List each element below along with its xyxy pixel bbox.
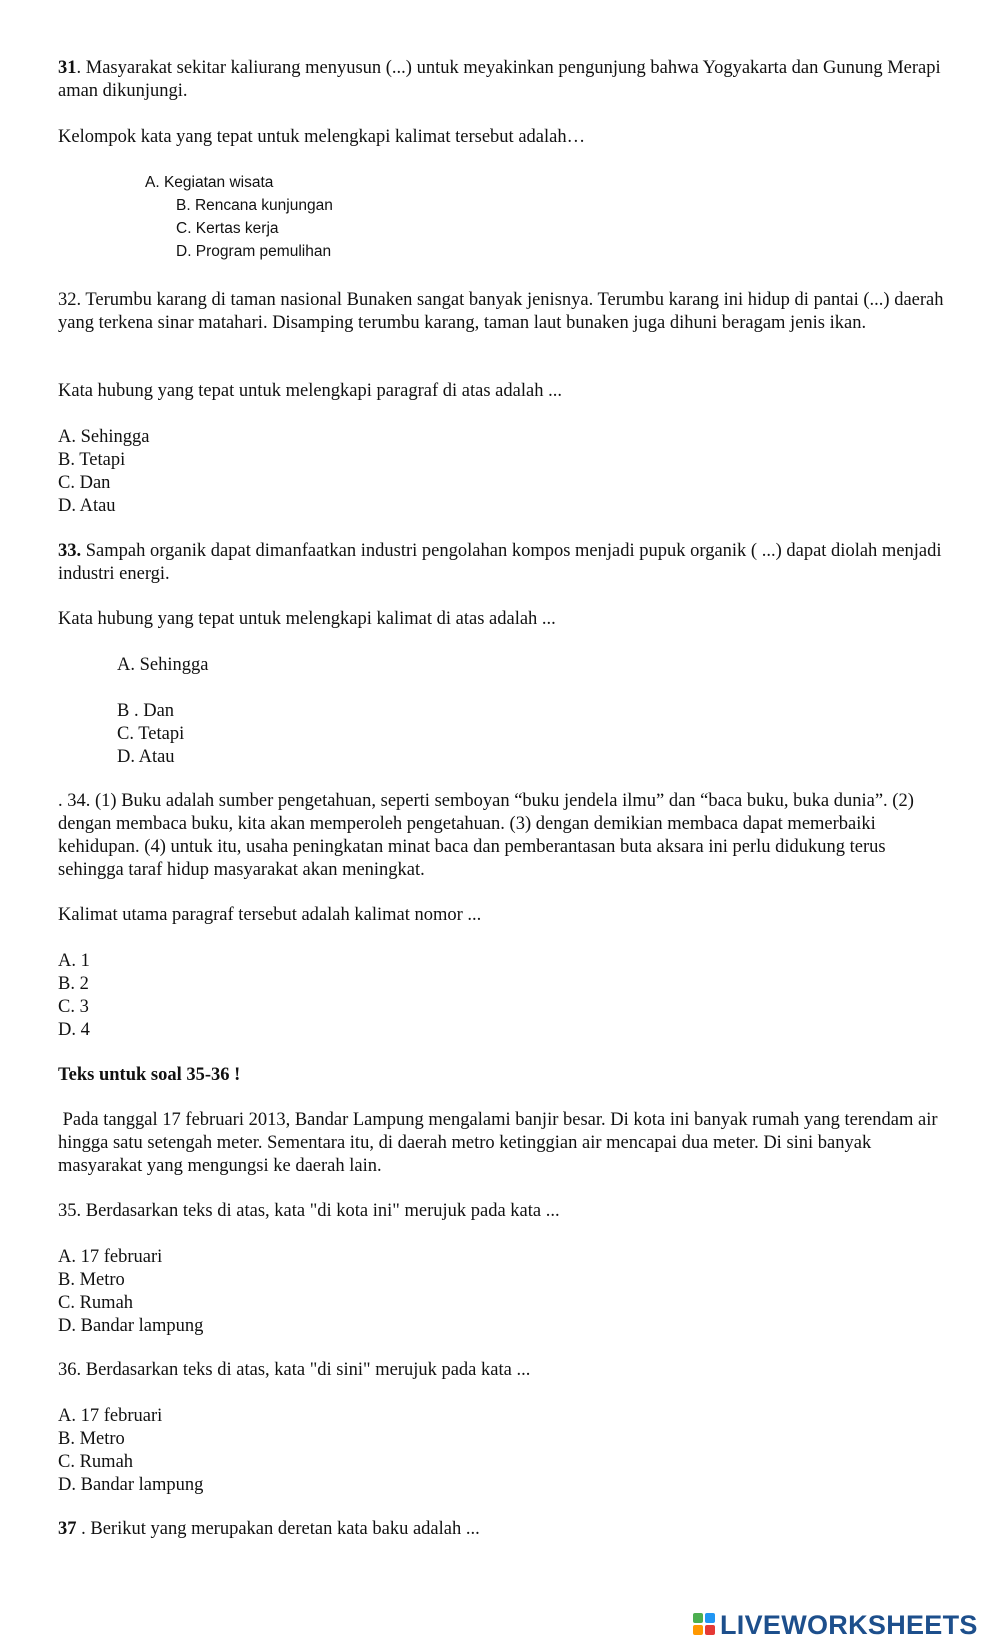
liveworksheets-brand-text: LIVEWORKSHEETS	[720, 1609, 978, 1640]
question-32-option-d: D. Atau	[58, 496, 116, 516]
question-31-option-a: A. Kegiatan wisata	[145, 174, 274, 191]
question-34-option-d: D. 4	[58, 1020, 90, 1040]
question-32-text: 32. Terumbu karang di taman nasional Bunaken sangat banyak jenisnya. Terumbu karang ini hidup di pantai (...) daerah yang terkena sinar matahari. Disamping terumbu karang, taman laut bunaken juga dihuni beragam jenis ikan.	[58, 290, 944, 333]
liveworksheets-logo	[693, 1608, 993, 1642]
question-31-option-b: B. Rencana kunjungan	[176, 197, 333, 214]
question-33-prompt: Kata hubung yang tepat untuk melengkapi kalimat di atas adalah ...	[58, 609, 556, 629]
question-35-prompt: 35. Berdasarkan teks di atas, kata "di kota ini" merujuk pada kata ...	[58, 1201, 560, 1221]
question-32-option-b: B. Tetapi	[58, 450, 126, 470]
question-33-option-a: A. Sehingga	[117, 655, 209, 675]
question-35-option-a: A. 17 februari	[58, 1247, 163, 1267]
question-33-option-d: D. Atau	[117, 747, 175, 767]
question-32-option-c: C. Dan	[58, 473, 111, 493]
question-32-prompt: Kata hubung yang tepat untuk melengkapi paragraf di atas adalah ...	[58, 381, 562, 401]
passage-heading: Teks untuk soal 35-36 !	[58, 1065, 241, 1085]
question-37-text: 37 . Berikut yang merupakan deretan kata baku adalah ...	[58, 1519, 480, 1539]
question-33-text: 33. Sampah organik dapat dimanfaatkan industri pengolahan kompos menjadi pupuk organik ( ...) dapat diolah menjadi industri energi.	[58, 541, 942, 584]
liveworksheets-logo-icon	[693, 1613, 717, 1637]
question-33-option-c: C. Tetapi	[117, 724, 185, 744]
question-35-option-c: C. Rumah	[58, 1293, 134, 1313]
question-31-prompt: Kelompok kata yang tepat untuk melengkapi kalimat tersebut adalah…	[58, 127, 586, 147]
question-35-option-d: D. Bandar lampung	[58, 1316, 204, 1336]
question-32-option-a: A. Sehingga	[58, 427, 150, 447]
question-34-option-c: C. 3	[58, 997, 89, 1017]
question-31-text: 31. Masyarakat sekitar kaliurang menyusun (...) untuk meyakinkan pengunjung bahwa Yogyakarta dan Gunung Merapi aman dikunjungi.	[58, 58, 941, 101]
question-36-option-d: D. Bandar lampung	[58, 1475, 204, 1495]
question-36-option-b: B. Metro	[58, 1429, 125, 1449]
passage-text: Pada tanggal 17 februari 2013, Bandar Lampung mengalami banjir besar. Di kota ini banyak rumah yang terendam air hingga satu setengah meter. Sementara itu, di daerah metro ketinggian air mencapai dua meter. Di sini banyak masyarakat yang mengungsi ke daerah lain.	[58, 1110, 943, 1176]
question-36-prompt: 36. Berdasarkan teks di atas, kata "di sini" merujuk pada kata ...	[58, 1360, 531, 1380]
question-34-prompt: Kalimat utama paragraf tersebut adalah kalimat nomor ...	[58, 905, 482, 925]
question-34-option-b: B. 2	[58, 974, 89, 994]
question-36-option-c: C. Rumah	[58, 1452, 134, 1472]
question-35-option-b: B. Metro	[58, 1270, 125, 1290]
question-33-option-b: B . Dan	[117, 701, 175, 721]
question-34-text: . 34. (1) Buku adalah sumber pengetahuan, seperti semboyan “buku jendela ilmu” dan “baca buku, buka dunia”. (2) dengan membaca buku, kita akan memperoleh pengetahuan. (3) dengan demikian membaca dapat memerbaiki kehidupan. (4) untuk itu, usaha peningkatan minat baca dan pemberantasan buta aksara ini perlu didukung terus sehingga taraf hidup masyarakat akan meningkat.	[58, 791, 914, 880]
question-36-option-a: A. 17 februari	[58, 1406, 163, 1426]
question-34-option-a: A. 1	[58, 951, 90, 971]
question-31-option-c: C. Kertas kerja	[176, 220, 279, 237]
question-31-option-d: D. Program pemulihan	[176, 243, 332, 260]
